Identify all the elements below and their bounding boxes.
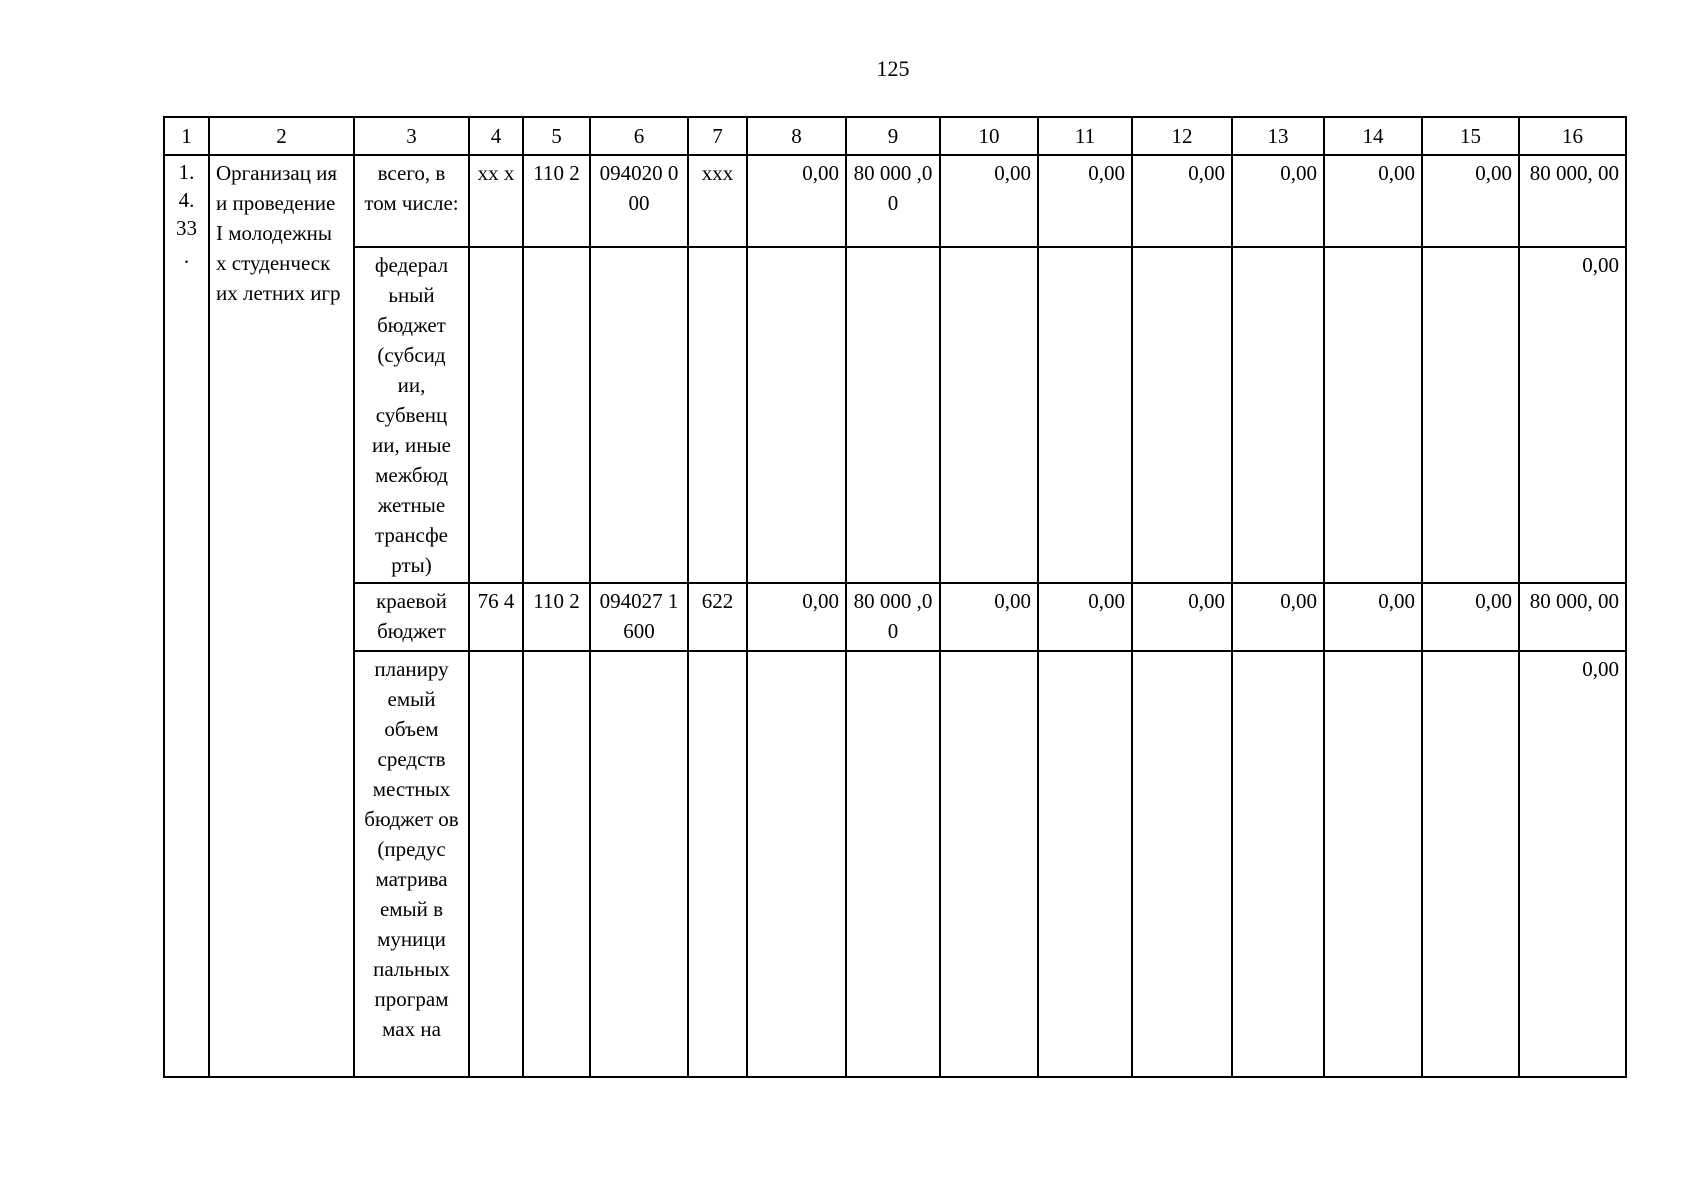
- table-row-total: [164, 155, 1626, 247]
- cell-col-10: 0,00: [940, 583, 1038, 651]
- cell-col-12: [1132, 651, 1232, 1077]
- cell-col-11: 0,00: [1038, 583, 1132, 651]
- cell-col-9: 80 000 ,00: [846, 583, 940, 651]
- budget-table: [163, 116, 1627, 1078]
- cell-col-16: 80 000, 00: [1519, 583, 1626, 651]
- header-cell-1: 1: [164, 117, 209, 155]
- cell-col-4: 76 4: [469, 583, 523, 651]
- cell-col-10: [940, 247, 1038, 583]
- cell-col-7: ххх: [688, 155, 747, 247]
- cell-col-15: [1422, 651, 1519, 1077]
- cell-col-6: [590, 651, 688, 1077]
- funding-source-cell: всего, в том числе:: [354, 155, 469, 247]
- header-cell-15: 15: [1422, 117, 1519, 155]
- cell-col-16: 80 000, 00: [1519, 155, 1626, 247]
- cell-col-10: 0,00: [940, 155, 1038, 247]
- cell-col-15: 0,00: [1422, 155, 1519, 247]
- activity-name-cell: Организац ия и проведение I молодежны х студенческ их летних игр: [209, 155, 354, 1077]
- cell-col-12: [1132, 247, 1232, 583]
- cell-col-14: [1324, 247, 1422, 583]
- table-row-regional: [164, 583, 1626, 651]
- cell-col-7: [688, 651, 747, 1077]
- cell-col-13: 0,00: [1232, 583, 1324, 651]
- header-row: [164, 117, 1626, 155]
- cell-col-15: 0,00: [1422, 583, 1519, 651]
- cell-col-4: хх х: [469, 155, 523, 247]
- cell-col-11: [1038, 247, 1132, 583]
- cell-col-8: 0,00: [747, 583, 846, 651]
- cell-col-12: 0,00: [1132, 583, 1232, 651]
- header-cell-8: 8: [747, 117, 846, 155]
- header-cell-7: 7: [688, 117, 747, 155]
- cell-col-9: [846, 247, 940, 583]
- funding-source-cell: федерал ьный бюджет (субсид ии, субвенц ии, иные межбюд жетные трансфе рты): [354, 247, 469, 583]
- cell-col-15: [1422, 247, 1519, 583]
- cell-col-4: [469, 651, 523, 1077]
- cell-col-5: [523, 651, 590, 1077]
- header-cell-5: 5: [523, 117, 590, 155]
- header-cell-3: 3: [354, 117, 469, 155]
- cell-col-14: 0,00: [1324, 583, 1422, 651]
- cell-col-8: 0,00: [747, 155, 846, 247]
- cell-col-13: [1232, 651, 1324, 1077]
- cell-col-12: 0,00: [1132, 155, 1232, 247]
- cell-col-7: 622: [688, 583, 747, 651]
- cell-col-14: 0,00: [1324, 155, 1422, 247]
- cell-col-14: [1324, 651, 1422, 1077]
- cell-col-11: 0,00: [1038, 155, 1132, 247]
- table-row-federal: [164, 247, 1626, 583]
- cell-col-5: 110 2: [523, 583, 590, 651]
- funding-source-cell: краевой бюджет: [354, 583, 469, 651]
- header-cell-13: 13: [1232, 117, 1324, 155]
- cell-col-16: 0,00: [1519, 247, 1626, 583]
- cell-col-6: [590, 247, 688, 583]
- header-cell-2: 2: [209, 117, 354, 155]
- header-cell-4: 4: [469, 117, 523, 155]
- page-number: 125: [876, 56, 910, 81]
- header-cell-14: 14: [1324, 117, 1422, 155]
- row-number-cell: 1. 4. 33 .: [164, 155, 209, 1077]
- funding-source-cell: планиру емый объем средств местных бюджет ов (предус матрива емый в муници пальных програм мах на: [354, 651, 469, 1077]
- cell-col-6: 094020 000: [590, 155, 688, 247]
- table-row-local: [164, 651, 1626, 1077]
- header-cell-6: 6: [590, 117, 688, 155]
- cell-col-4: [469, 247, 523, 583]
- cell-col-7: [688, 247, 747, 583]
- cell-col-5: 110 2: [523, 155, 590, 247]
- header-cell-9: 9: [846, 117, 940, 155]
- cell-col-6: 094027 1600: [590, 583, 688, 651]
- cell-col-13: [1232, 247, 1324, 583]
- header-cell-12: 12: [1132, 117, 1232, 155]
- cell-col-9: 80 000 ,00: [846, 155, 940, 247]
- header-cell-11: 11: [1038, 117, 1132, 155]
- cell-col-8: [747, 651, 846, 1077]
- cell-col-16: 0,00: [1519, 651, 1626, 1077]
- header-cell-10: 10: [940, 117, 1038, 155]
- cell-col-9: [846, 651, 940, 1077]
- cell-col-5: [523, 247, 590, 583]
- cell-col-8: [747, 247, 846, 583]
- cell-col-10: [940, 651, 1038, 1077]
- cell-col-11: [1038, 651, 1132, 1077]
- header-cell-16: 16: [1519, 117, 1626, 155]
- cell-col-13: 0,00: [1232, 155, 1324, 247]
